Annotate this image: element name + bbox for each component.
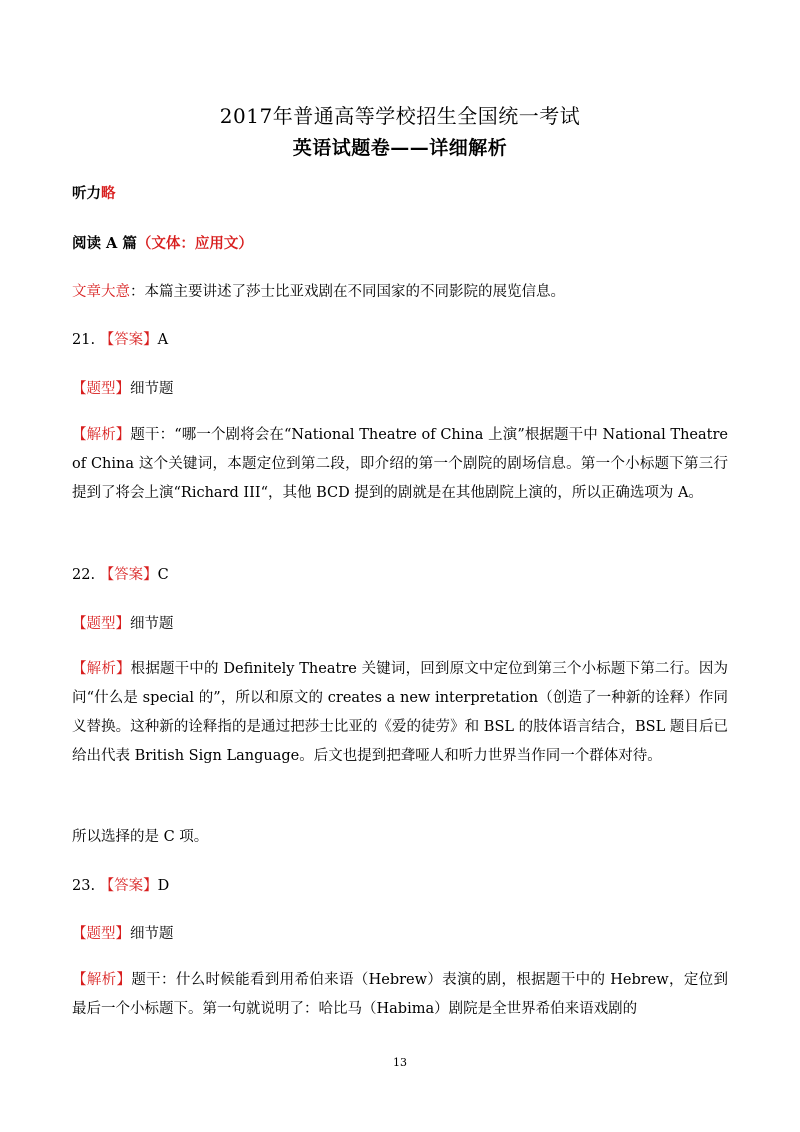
- listening-label: 听力: [72, 185, 101, 202]
- reading-a-label: 阅读 A 篇: [72, 235, 137, 252]
- q21-answer-tag: 【答案】: [99, 332, 158, 348]
- q21-analysis-text: 题干：“哪一个剧将会在“National Theatre of China 上演”根据题干中 National Theatre of China 这个关键词，本题定位到第二段，即介绍的第一个剧院的剧场信息。第一个小标题下第三行提到了将会上演“Richard III“，其他 BCD 提到的剧就是在其他剧院上演的，所以正确选项为 A。: [72, 427, 728, 501]
- q22-answer-line: [72, 563, 169, 584]
- q23-analysis: [72, 966, 728, 1024]
- q22-answer: C: [157, 567, 169, 583]
- q23-answer-tag: 【答案】: [99, 878, 158, 894]
- listening-section: [72, 182, 116, 203]
- reading-a-heading: [72, 232, 253, 253]
- q22-type-tag: 【题型】: [72, 616, 130, 632]
- q22-number: 22.: [72, 567, 96, 583]
- q21-answer-line: [72, 328, 168, 349]
- q22-analysis-text: 根据题干中的 Definitely Theatre 关键词，回到原文中定位到第三个小标题下第二行。因为问“什么是 special 的”，所以和原文的 creates a new interpretation（创造了一种新的诠释）作同义替换。这种新的诠释指的是通过把莎士比亚的《爱的徒劳》和 BSL 的肢体语言结合，BSL 题目后已给出代表 British Sign Language。后文也提到把聋哑人和听力世界当作同一个群体对待。: [72, 661, 728, 764]
- q23-answer: D: [157, 878, 170, 894]
- q23-type-line: [72, 922, 174, 943]
- q21-type-tag: 【题型】: [72, 381, 130, 397]
- q23-analysis-text: 题干：什么时候能看到用希伯来语（Hebrew）表演的剧，根据题干中的 Hebrew，定位到最后一个小标题下。第一句就说明了：哈比马（Habima）剧院是全世界希伯来语戏剧的: [72, 972, 728, 1017]
- q21-number: 21.: [72, 332, 96, 348]
- listening-value: 略: [101, 185, 116, 202]
- q23-analysis-tag: 【解析】: [72, 972, 132, 988]
- q21-answer: A: [157, 332, 169, 348]
- q22-type-line: [72, 612, 174, 633]
- q21-analysis-tag: 【解析】: [72, 427, 131, 443]
- q23-type: 细节题: [130, 926, 174, 942]
- q22-conclusion: 所以选择的是 C 项。: [72, 829, 209, 845]
- q21-type: 细节题: [130, 381, 174, 397]
- q23-answer-line: [72, 874, 169, 895]
- summary-label: 文章大意: [72, 284, 130, 300]
- q21-type-line: [72, 377, 174, 398]
- q22-type: 细节题: [130, 616, 174, 632]
- summary-text: ：本篇主要讲述了莎士比亚戏剧在不同国家的不同影院的展览信息。: [130, 284, 565, 300]
- q22-answer-tag: 【答案】: [99, 567, 158, 583]
- q23-type-tag: 【题型】: [72, 926, 130, 942]
- q21-analysis: [72, 421, 728, 508]
- reading-a-genre: （文体：应用文）: [136, 235, 253, 252]
- q22-analysis-tag: 【解析】: [72, 661, 131, 677]
- q23-number: 23.: [72, 878, 96, 894]
- exam-subtitle: 英语试题卷——详细解析: [292, 137, 508, 159]
- page-number: 13: [393, 1056, 407, 1069]
- exam-title: 2017年普通高等学校招生全国统一考试: [219, 104, 581, 128]
- q22-analysis: [72, 655, 728, 771]
- article-summary: [72, 280, 565, 301]
